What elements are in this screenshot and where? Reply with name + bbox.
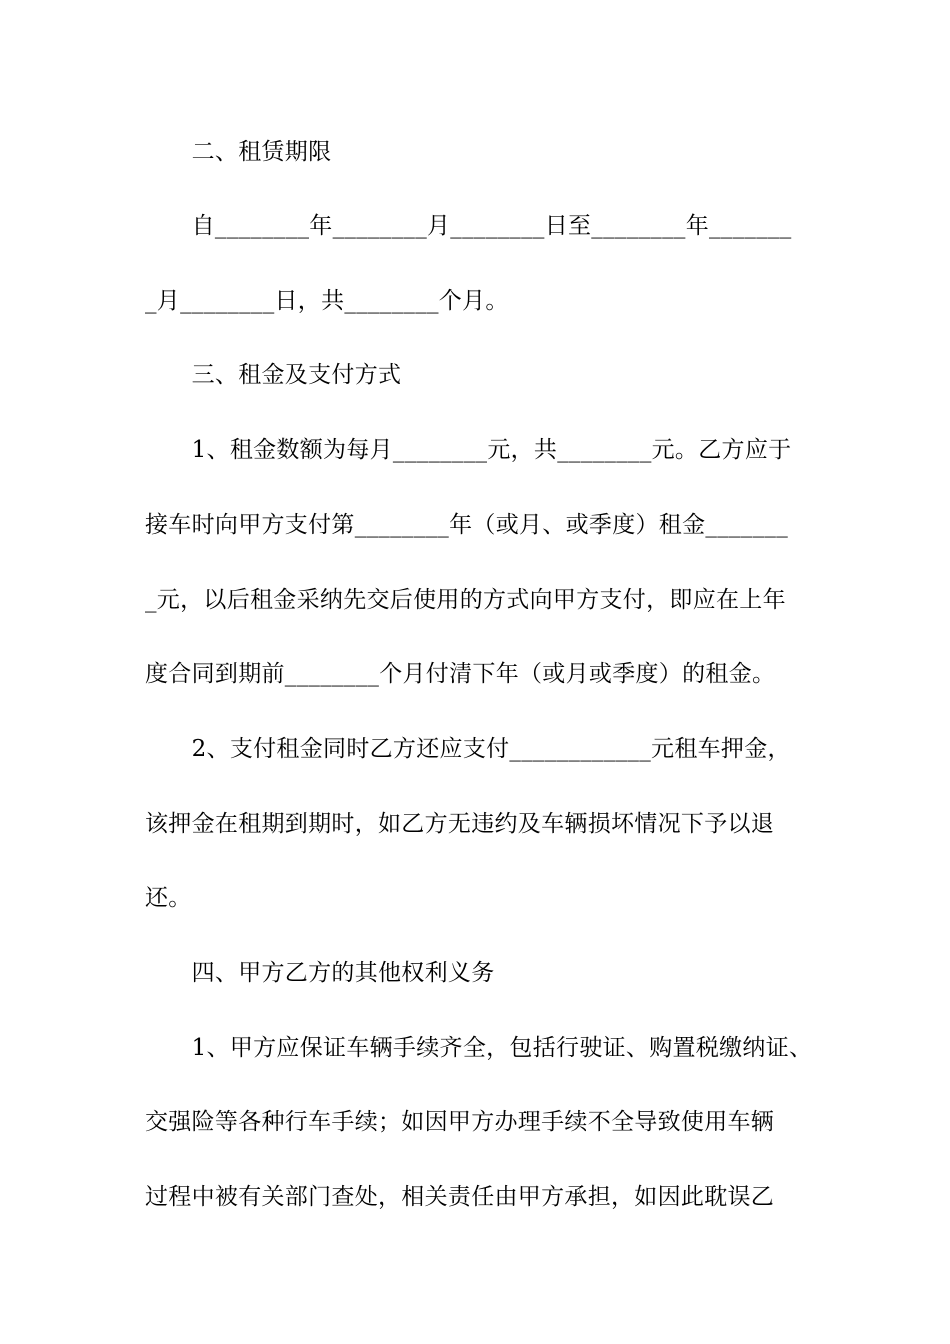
rent-clause-2-line-2: 该押金在租期到期时，如乙方无违约及车辆损坏情况下予以退 <box>145 811 775 837</box>
section-heading-lease-term: 二、租赁期限 <box>145 139 332 165</box>
section-heading-rights-obligations: 四、甲方乙方的其他权利义务 <box>145 960 495 986</box>
rent-clause-1-line-3: _元，以后租金采纳先交后使用的方式向甲方支付，即应在上年 <box>145 587 786 613</box>
obligation-clause-1-line-1: 1、甲方应保证车辆手续齐全，包括行驶证、购置税缴纳证、 <box>145 1035 813 1061</box>
rent-clause-1-line-1: 1、租金数额为每月________元，共________元。乙方应于 <box>145 437 792 463</box>
rent-clause-2-line-1: 2、支付租金同时乙方还应支付____________元租车押金， <box>145 736 791 762</box>
lease-term-line-1: 自________年________月________日至________年_______ <box>145 213 792 239</box>
rent-clause-1-line-2: 接车时向甲方支付第________年（或月、或季度）租金_______ <box>145 512 788 538</box>
rent-clause-2-line-3: 还。 <box>145 885 192 911</box>
obligation-clause-1-line-2: 交强险等各种行车手续；如因甲方办理手续不全导致使用车辆 <box>145 1109 775 1135</box>
obligation-clause-1-line-3: 过程中被有关部门查处，相关责任由甲方承担，如因此耽误乙 <box>145 1184 775 1210</box>
lease-term-line-2: _月________日，共________个月。 <box>145 288 509 314</box>
section-heading-rent-payment: 三、租金及支付方式 <box>145 362 402 388</box>
rent-clause-1-line-4: 度合同到期前________个月付清下年（或月或季度）的租金。 <box>145 661 776 687</box>
